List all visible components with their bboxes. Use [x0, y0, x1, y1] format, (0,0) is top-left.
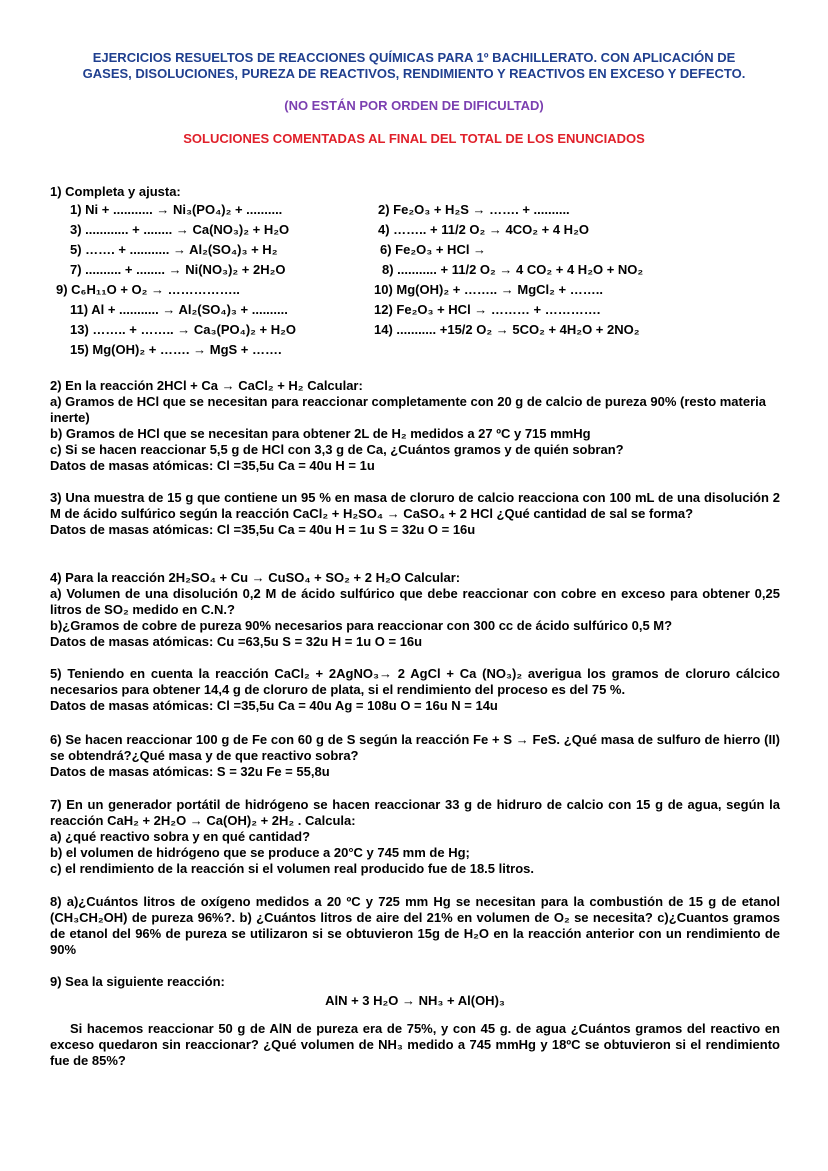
ex1-left-9: 9) C₆H₁₁O + O₂ → ……………..: [56, 282, 240, 297]
ex1-left-11: 11) Al + ........... → Al₂(SO₄)₃ + ..........: [70, 302, 288, 317]
ex1-left-7: 7) .......... + ........ → Ni(NO₃)₂ + 2H₂O: [70, 262, 286, 277]
document-title: [40, 50, 788, 82]
ex2-statement: 2) En la reacción 2HCl + Ca → CaCl₂ + H₂ Calcular:: [50, 378, 363, 393]
ex7-statement: 7) En un generador portátil de hidrógeno se hacen reaccionar 33 g de hidruro de calcio con 15 g de agua, según la reacción CaH₂ + 2H₂O → Ca(OH)₂ + 2H₂ . Calcula:: [50, 797, 780, 828]
ex1-left-15: 15) Mg(OH)₂ + ……. → MgS + …….: [70, 342, 282, 357]
title-line-1: EJERCICIOS RESUELTOS DE REACCIONES QUÍMICAS PARA 1º BACHILLERATO. CON APLICACIÓN DE: [92, 50, 736, 65]
ex6-data: Datos de masas atómicas: S = 32u Fe = 55,8u: [50, 764, 330, 779]
exercise-9: [50, 974, 780, 1069]
exercise-6: [50, 732, 780, 780]
exercise-3: [50, 490, 780, 538]
ex1-right-12: 12) Fe₂O₃ + HCl → ……… + ………….: [374, 302, 601, 317]
exercise-8: [50, 894, 780, 958]
exercise-7: [50, 797, 780, 877]
ex9-statement: Si hacemos reaccionar 50 g de AlN de pureza era de 75%, y con 45 g. de agua ¿Cuántos gramos del reactivo en exceso quedaron sin reaccionar? ¿Qué volumen de NH₃ medido a 745 mmHg y 18ºC se obtuvieron si el rendimiento fue de 85%?: [50, 1021, 780, 1068]
ex7-part-a: a) ¿qué reactivo sobra y en qué cantidad?: [50, 829, 311, 844]
ex1-title: 1) Completa y ajusta:: [50, 184, 181, 199]
ex8-statement: 8) a)¿Cuántos litros de oxígeno medidos a 20 ºC y 725 mm Hg se necesitan para la combustión de 15 g de etanol (CH₃CH₂OH) de pureza 96%?. b) ¿Cuántos litros de aire del 21% en volumen de O₂ se necesita? c)¿Cuantos gramos de etanol del 96% de pureza se utilizaron si se obtuvieron 15g de H₂O en la reacción anterior con un rendimiento de 90%: [50, 894, 780, 957]
ex4-part-b: b)¿Gramos de cobre de pureza 90% necesarios para reaccionar con 300 cc de ácido sulfúrico 0,5 M?: [50, 618, 673, 633]
ex1-left-1: 1) Ni + ........... → Ni₃(PO₄)₂ + ..........: [70, 202, 283, 217]
ex2-data: Datos de masas atómicas: Cl =35,5u Ca = 40u H = 1u: [50, 458, 375, 473]
ex1-left-5: 5) ……. + ........... → Al₂(SO₄)₃ + H₂: [70, 242, 278, 257]
ex6-statement: 6) Se hacen reaccionar 100 g de Fe con 60 g de S según la reacción Fe + S → FeS. ¿Qué masa de sulfuro de hierro (II) se obtendrá?¿Qué masa y de que reactivo sobra?: [50, 732, 780, 763]
title-line-2: GASES, DISOLUCIONES, PUREZA DE REACTIVOS, RENDIMIENTO Y REACTIVOS EN EXCESO Y DEFECTO.: [82, 66, 746, 81]
ex7-part-b: b) el volumen de hidrógeno que se produce a 20°C y 745 mm de Hg;: [50, 845, 470, 860]
ex5-data: Datos de masas atómicas: Cl =35,5u Ca = 40u Ag = 108u O = 16u N = 14u: [50, 698, 498, 713]
ex2-part-a: a) Gramos de HCl que se necesitan para reaccionar completamente con 20 g de calcio de pureza 90% (resto materia inerte): [50, 394, 766, 425]
ex2-part-c: c) Si se hacen reaccionar 5,5 g de HCl con 3,3 g de Ca, ¿Cuántos gramos y de quién sobran?: [50, 442, 624, 457]
exercise-5: [50, 666, 780, 714]
difficulty-note: (NO ESTÁN POR ORDEN DE DIFICULTAD): [284, 98, 544, 113]
ex2-part-b: b) Gramos de HCl que se necesitan para obtener 2L de H₂ medidos a 27 ºC y 715 mmHg: [50, 426, 591, 441]
ex4-statement: 4) Para la reacción 2H₂SO₄ + Cu → CuSO₄ + SO₂ + 2 H₂O Calcular:: [50, 570, 461, 585]
ex3-data: Datos de masas atómicas: Cl =35,5u Ca = 40u H = 1u S = 32u O = 16u: [50, 522, 476, 537]
ex7-part-c: c) el rendimiento de la reacción si el volumen real producido fue de 18.5 litros.: [50, 861, 535, 876]
ex4-part-a: a) Volumen de una disolución 0,2 M de ácido sulfúrico que debe reaccionar con cobre en exceso para obtener 0,25 litros de SO₂ medido en C.N.?: [50, 586, 780, 617]
ex1-right-2: 2) Fe₂O₃ + H₂S → ……. + ..........: [378, 202, 570, 217]
exercise-4: [50, 570, 780, 650]
ex1-left-13: 13) …….. + …….. → Ca₃(PO₄)₂ + H₂O: [70, 322, 297, 337]
ex1-left-3: 3) ............ + ........ → Ca(NO₃)₂ + H₂O: [70, 222, 290, 237]
ex1-right-4: 4) …….. + 11/2 O₂ → 4CO₂ + 4 H₂O: [378, 222, 589, 237]
ex4-data: Datos de masas atómicas: Cu =63,5u S = 32u H = 1u O = 16u: [50, 634, 423, 649]
ex1-right-6: 6) Fe₂O₃ + HCl →: [380, 242, 487, 257]
solutions-note: SOLUCIONES COMENTADAS AL FINAL DEL TOTAL DE LOS ENUNCIADOS: [183, 131, 645, 146]
exercise-2: [50, 378, 780, 474]
ex9-title: 9) Sea la siguiente reacción:: [50, 974, 225, 989]
ex9-equation: AlN + 3 H₂O → NH₃ + Al(OH)₃: [325, 993, 505, 1008]
ex1-right-14: 14) ........... +15/2 O₂ → 5CO₂ + 4H₂O + 2NO₂: [374, 322, 640, 337]
ex3-statement: 3) Una muestra de 15 g que contiene un 95 % en masa de cloruro de calcio reacciona con 100 mL de una disolución 2 M de ácido sulfúrico según la reacción CaCl₂ + H₂SO₄ → CaSO₄ + 2 HCl ¿Qué cantidad de sal se forma?: [50, 490, 780, 521]
ex5-statement: 5) Teniendo en cuenta la reacción CaCl₂ + 2AgNO₃→ 2 AgCl + Ca (NO₃)₂ averigua los gramos de cloruro cálcico necesarios para obtener 14,4 g de cloruro de plata, si el rendimiento del proceso es del 75 %.: [50, 666, 780, 697]
ex1-right-8: 8) ........... + 11/2 O₂ → 4 CO₂ + 4 H₂O + NO₂: [382, 262, 644, 277]
ex1-right-10: 10) Mg(OH)₂ + …….. → MgCl₂ + ……..: [374, 282, 603, 297]
